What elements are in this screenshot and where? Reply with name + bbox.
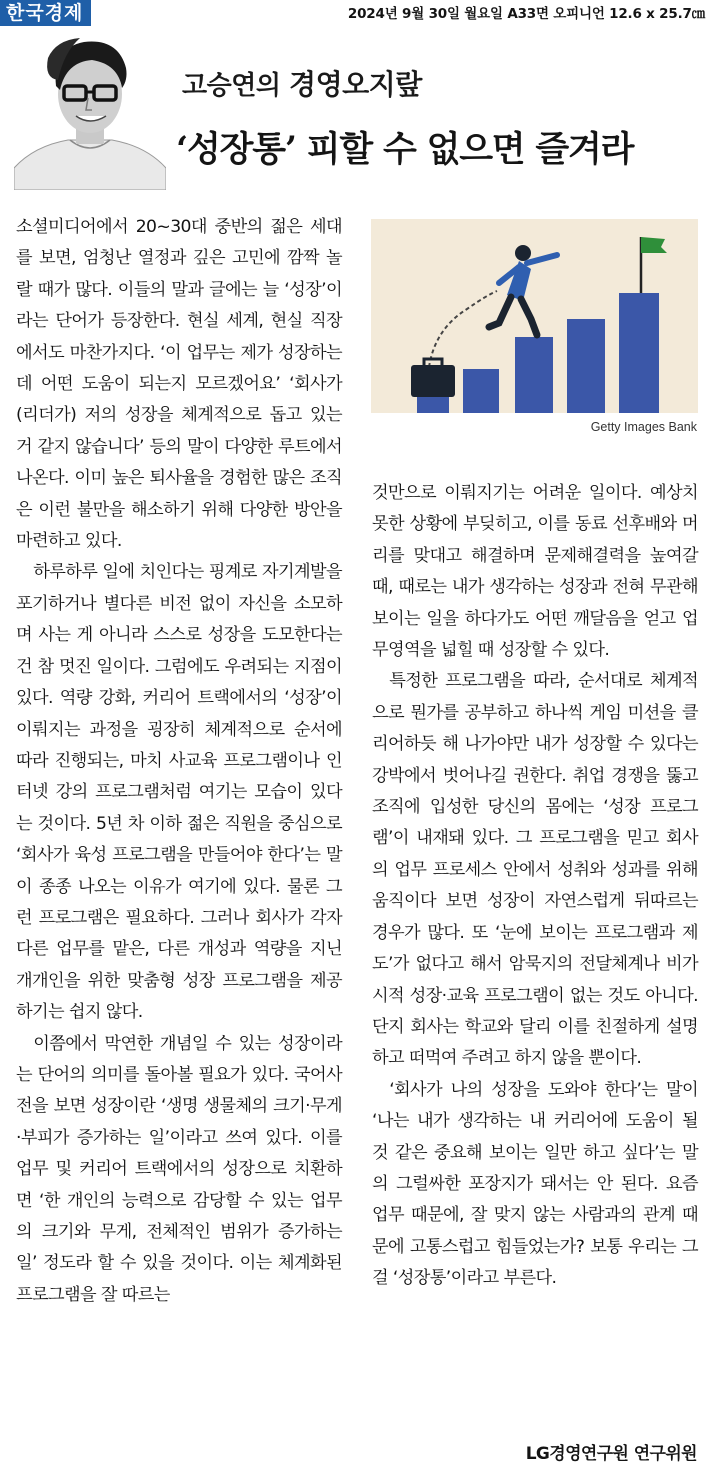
growth-stairs-illustration: [371, 219, 698, 413]
author-portrait: [14, 28, 166, 190]
column-series: 경영오지랖: [289, 68, 422, 101]
article-body-right: [372, 478, 698, 1295]
issue-meta: 2024년 9월 30일 월요일 A33면 오피니언 12.6 x 25.7㎝: [347, 6, 705, 22]
photo-credit: Getty Images Bank: [590, 420, 697, 434]
paragraph: 특정한 프로그램을 따라, 순서대로 체계적으로 뭔가를 공부하고 하나씩 게임 미션을 클리어하듯 해 나가야만 내가 성장할 수 있다는 강박에서 벗어나길 권한다. 취업 경쟁을 뚫고 조직에 입성한 당신의 몸에는 ‘성장 프로그램’이 내재돼 있다. 그 프로그램을 믿고 회사의 업무 프로세스 안에서 성취와 성과를 위해 움직이다 보면 성장이 자연스럽게 뒤따르는 경우가 많다. 또 ‘눈에 보이는 프로그램과 제도’가 없다고 해서 암묵지의 전달체계나 비가시적 성장·교육 프로그램이 없는 것도 아니다. 단지 회사는 학교와 달리 이를 친절하게 설명하고 떠먹여 주려고 하지 않을 뿐이다.: [372, 671, 698, 1069]
paragraph: 이쯤에서 막연한 개념일 수 있는 성장이라는 단어의 의미를 돌아볼 필요가 있다. 국어사전을 보면 성장이란 ‘생명 생물체의 크기·무게·부피가 증가하는 일’이라고 쓰여 있다. 이를 업무 및 커리어 트랙에서의 성장으로 치환하면 ‘한 개인의 능력으로 감당할 수 있는 업무의 크기와 무게, 전체적인 범위가 증가하는 일’ 정도라 할 수 있을 것이다. 이는 체계화된 프로그램을 잘 따르는: [16, 1033, 342, 1305]
paragraph: 소셜미디어에서 20~30대 중반의 젊은 세대를 보면, 엄청난 열정과 깊은 고민에 깜짝 놀랄 때가 많다. 이들의 말과 글에는 늘 ‘성장’이라는 단어가 등장한다. 현실 세계, 현실 직장에서도 마찬가지다. ‘이 업무는 제가 성장하는 데 어떤 도움이 되는지 모르겠어요’ ‘회사가(리더가) 저의 성장을 체계적으로 돕고 있는 거 같지 않습니다’ 등의 말이 다양한 루트에서 나온다. 이미 높은 퇴사율을 경험한 많은 조직은 이런 불만을 해소하기 위해 다양한 방안을 마련하고 있다.: [16, 217, 342, 552]
paragraph: 하루하루 일에 치인다는 핑계로 자기계발을 포기하거나 별다른 비전 없이 자신을 소모하며 사는 게 아니라 스스로 성장을 도모한다는 건 참 멋진 일이다. 그럼에도 우려되는 지점이 있다. 역량 강화, 커리어 트랙에서의 ‘성장’이 이뤄지는 과정을 굉장히 체계적으로 순서에 따라 진행되는, 마치 사교육 프로그램이나 인터넷 강의 프로그램처럼 여기는 모습이 있다는 것이다. 5년 차 이하 젊은 직원을 중심으로 ‘회사가 육성 프로그램을 만들어야 한다’는 말이 종종 나오는 이유가 여기에 있다. 물론 그런 프로그램은 필요하다. 그러나 회사가 각자 다른 업무를 맡은, 다른 개성과 역량을 지닌 개개인을 위한 맞춤형 성장 프로그램을 제공하기는 쉽지 않다.: [16, 562, 342, 1023]
author-byline: LG경영연구원 연구위원: [525, 1444, 697, 1464]
masthead: [0, 0, 711, 28]
paragraph: 것만으로 이뤄지기는 어려운 일이다. 예상치 못한 상황에 부딪히고, 이를 동료 선후배와 머리를 맞대고 해결하며 문제해결력을 높여갈 때, 때로는 내가 생각하는 성장과 전혀 무관해 보이는 일을 하다가도 어떤 깨달음을 얻고 업무영역을 넓힐 때 성장할 수 있다.: [372, 483, 698, 661]
column-author: 고승연의: [182, 71, 281, 101]
newspaper-logo: 한국경제: [0, 0, 91, 26]
column-name: [182, 63, 422, 103]
paragraph: ‘회사가 나의 성장을 도와야 한다’는 말이 ‘나는 내가 생각하는 내 커리어에 도움이 될 것 같은 중요해 보이는 일만 하고 싶다’는 말의 그럴싸한 포장지가 돼서는 안 된다. 요즘 업무 때문에, 잘 맞지 않는 사람과의 관계 때문에 고통스럽고 힘들었는가? 보통 우리는 그걸 ‘성장통’이라고 부른다.: [372, 1079, 698, 1289]
article-body-left: [16, 212, 342, 1311]
headline: ‘성장통’ 피할 수 없으면 즐겨라: [176, 129, 634, 170]
